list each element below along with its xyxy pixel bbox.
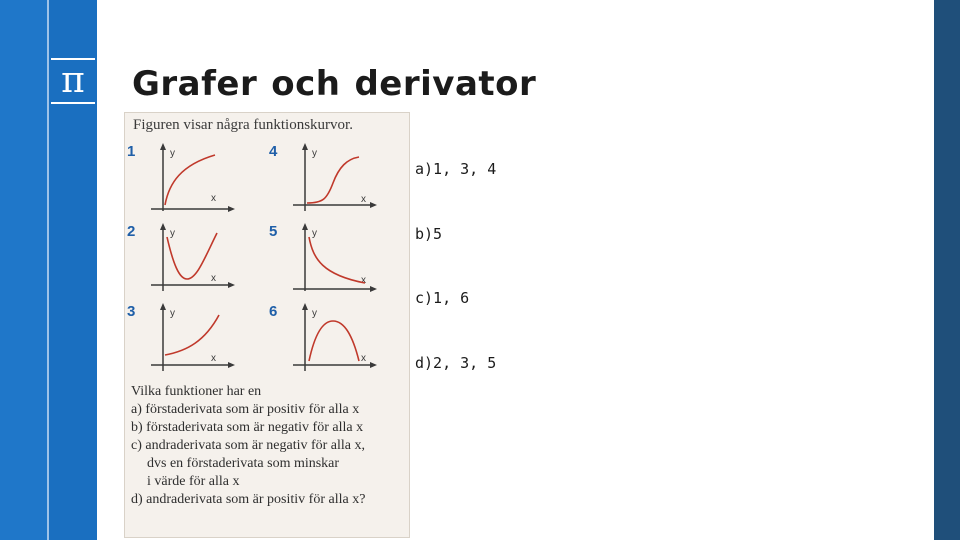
graph-6 (269, 303, 395, 383)
title-word: Grafer (132, 64, 258, 104)
answer-a: a)1, 3, 4 (415, 160, 497, 178)
graph-5 (269, 223, 395, 303)
y-label: y (170, 148, 175, 159)
graph-3 (127, 303, 253, 383)
curve-6 (309, 321, 359, 361)
graph-6-plot (289, 303, 399, 375)
y-axis-arrow (302, 303, 308, 310)
graph-number: 1 (127, 143, 136, 160)
curve-2 (167, 233, 217, 279)
graph-number: 3 (127, 303, 136, 320)
curve-4 (307, 157, 359, 203)
scan-header: Figuren visar några funktionskurvor. (133, 117, 353, 133)
answer-d: d)2, 3, 5 (415, 353, 497, 372)
question-d: d) andraderivata som är positiv för alla x? (131, 492, 366, 507)
graph-5-plot (289, 223, 399, 295)
title-word: och (271, 64, 341, 104)
x-label: x (211, 193, 216, 204)
curve-1 (165, 155, 215, 205)
question-c-line3: i värde för alla x (147, 474, 240, 489)
x-axis-arrow (228, 206, 235, 212)
graph-number: 2 (127, 223, 136, 240)
graph-number: 5 (269, 223, 278, 240)
title-word: derivator (354, 64, 537, 104)
question-b: b) förstaderivata som är negativ för alla x (131, 420, 364, 435)
left-accent-band (0, 0, 47, 540)
curve-3 (165, 315, 219, 355)
textbook-scan (124, 112, 410, 538)
y-label: y (170, 308, 175, 319)
graph-2-plot (147, 223, 257, 295)
y-axis-arrow (160, 303, 166, 310)
y-label: y (312, 148, 317, 159)
graph-4-plot (289, 143, 399, 215)
answer-c: c)1, 6 (415, 289, 470, 307)
x-axis-arrow (228, 282, 235, 288)
y-axis-arrow (302, 223, 308, 230)
curve-5 (309, 237, 365, 283)
x-axis-arrow (370, 286, 377, 292)
answers-list (415, 116, 496, 396)
graph-4 (269, 143, 395, 223)
graph-2 (127, 223, 253, 303)
graph-3-plot (147, 303, 257, 375)
y-axis-arrow (160, 223, 166, 230)
y-axis-arrow (160, 143, 166, 150)
y-label: y (312, 228, 317, 239)
y-label: y (312, 308, 317, 319)
x-axis-arrow (370, 202, 377, 208)
x-label: x (361, 353, 366, 364)
question-c-line2: dvs en förstaderivata som minskar (147, 456, 340, 471)
x-label: x (211, 353, 216, 364)
graph-1 (127, 143, 253, 223)
x-label: x (361, 275, 366, 286)
x-axis-arrow (370, 362, 377, 368)
y-label: y (170, 228, 175, 239)
x-axis-arrow (228, 362, 235, 368)
question-c: c) andraderivata som är negativ för alla x, (131, 438, 366, 453)
right-accent-band (934, 0, 960, 540)
graph-number: 4 (269, 143, 278, 160)
graph-number: 6 (269, 303, 278, 320)
y-axis-arrow (302, 143, 308, 150)
graph-1-plot (147, 143, 257, 215)
x-label: x (211, 273, 216, 284)
questions-list (131, 383, 407, 509)
pi-icon: π (51, 58, 95, 104)
question-intro: Vilka funktioner har en (131, 384, 262, 399)
x-label: x (361, 194, 366, 205)
slide-title (132, 64, 536, 104)
question-a: a) förstaderivata som är positiv för alla x (131, 402, 360, 417)
answer-b: b)5 (415, 224, 443, 243)
